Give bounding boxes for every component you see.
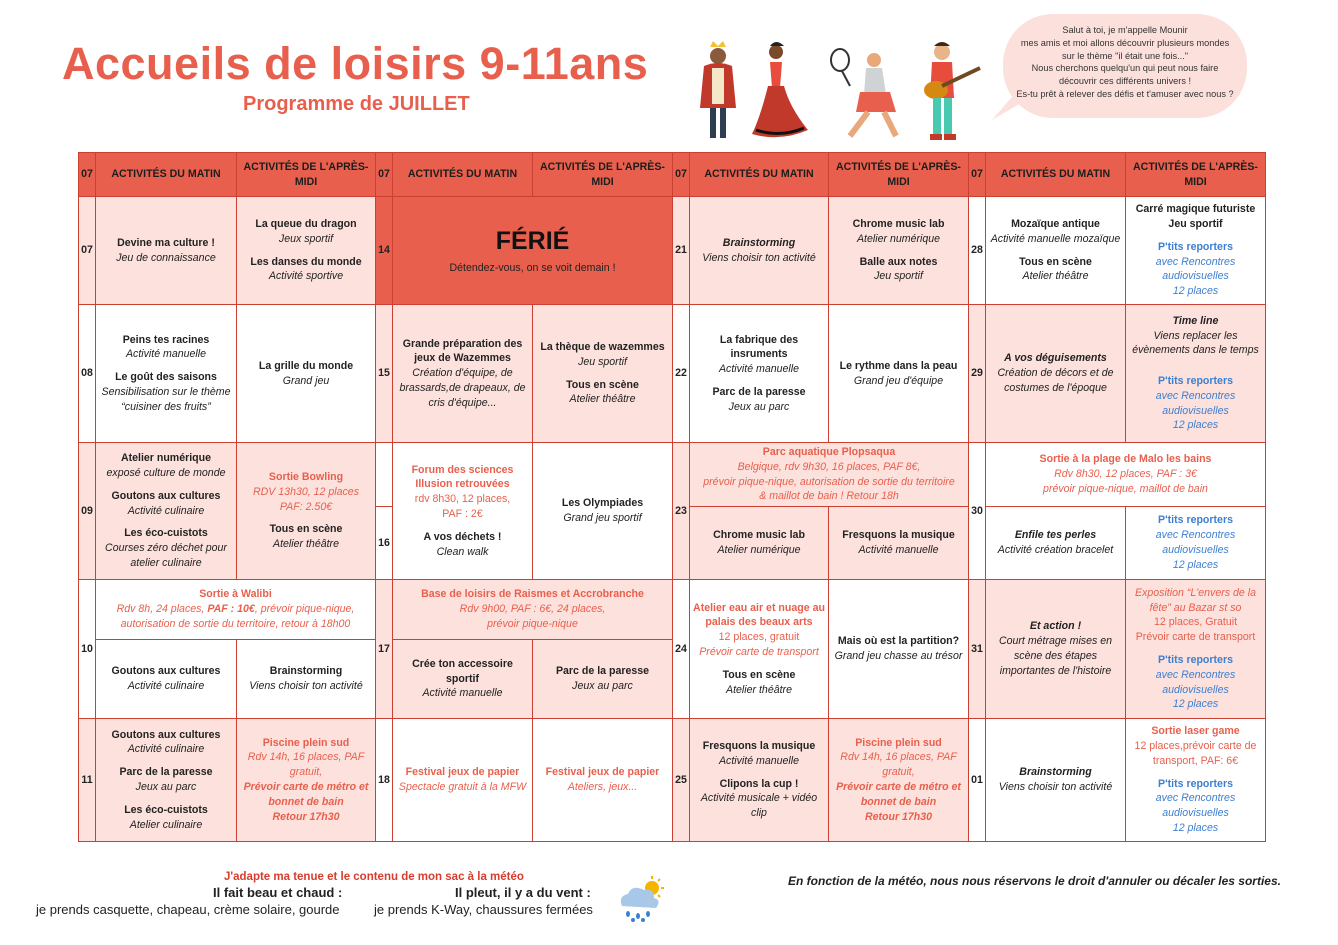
day-number: 10	[79, 580, 96, 719]
col-header-aprem: ACTIVITÉS DE L'APRÈS-MIDI	[1126, 153, 1266, 197]
col-header-matin: ACTIVITÉS DU MATIN	[986, 153, 1126, 197]
table-header-row	[79, 153, 1266, 197]
day-number: 18	[376, 719, 393, 842]
hot-weather-title: Il fait beau et chaud :	[213, 885, 343, 900]
activity-cell: Mozaïque antique Activité manuelle mozaïque Tous en scène Atelier théâtre	[986, 197, 1126, 305]
page-subtitle: Programme de JUILLET	[243, 93, 470, 115]
outing-cell: Sortie à Walibi Rdv 8h, 24 places, PAF : 10€, prévoir pique-nique, autorisation de sortie du territoire, retour à 18h00	[96, 580, 376, 640]
outing-cell: Parc aquatique Plopsaqua Belgique, rdv 9h30, 16 places, PAF 8€, prévoir pique-nique, autorisation de sortie du territoire & maillot de bain ! Retour 18h	[690, 443, 969, 507]
activity-cell: Fresquons la musique Activité manuelle	[829, 507, 969, 580]
tennis-figure	[831, 49, 896, 136]
day-number: 11	[79, 719, 96, 842]
activity-cell: Festival jeux de papier Ateliers, jeux...	[533, 719, 673, 842]
activity-cell: Festival jeux de papier Spectacle gratuit à la MFW	[393, 719, 533, 842]
activity-cell: P'tits reporters avec Rencontres audiovisuelles 12 places	[1126, 507, 1266, 580]
month-cell: 07	[376, 153, 393, 197]
program-table	[78, 152, 1266, 842]
day-number: 22	[673, 305, 690, 443]
activity-cell: Le rythme dans la peau Grand jeu d'équipe	[829, 305, 969, 443]
activity-cell: Piscine plein sud Rdv 14h, 16 places, PAF gratuit, Prévoir carte de métro et bonnet de bain Retour 17h30	[237, 719, 376, 842]
day-number: 21	[673, 197, 690, 305]
day-number: 23	[673, 443, 690, 580]
speech-bubble-text: Salut à toi, je m'appelle Mounir mes amis et moi allons découvrir plusieurs mondes sur le thème "il était une fois..." Nous cherchons quelqu'un qui peut nous faire découvrir ces différents univers ! Es-tu prêt à relever des défis et t'amuser avec nous ?	[1016, 25, 1234, 99]
activity-cell: A vos déguisements Création de décors et de costumes de l'époque	[986, 305, 1126, 443]
holiday-title: FÉRIÉ	[495, 227, 570, 256]
activity-cell: La thèque de wazemmes Jeu sportif Tous en scène Atelier théâtre	[533, 305, 673, 443]
characters-illustration	[690, 38, 990, 148]
page-title: Accueils de loisirs 9-11ans	[62, 38, 649, 89]
day-number: 17	[376, 580, 393, 719]
activity-cell: Sortie Bowling RDV 13h30, 12 places PAF: 2.50€ Tous en scène Atelier théâtre	[237, 443, 376, 580]
table-row	[79, 719, 1266, 842]
table-row	[79, 305, 1266, 443]
dancer-figure	[752, 42, 808, 137]
day-number: 16	[376, 507, 393, 580]
month-cell: 07	[673, 153, 690, 197]
activity-cell: La fabrique des insruments Activité manuelle Parc de la paresse Jeux au parc	[690, 305, 829, 443]
king-figure	[700, 41, 736, 138]
month-cell: 07	[79, 153, 96, 197]
activity-cell: Forum des sciences Illusion retrouvées rdv 8h30, 12 places, PAF : 2€ A vos déchets ! Clean walk	[393, 443, 533, 580]
activity-cell: Atelier numérique exposé culture de monde Goutons aux cultures Activité culinaire Les éco-cuistots Courses zéro déchet pour atelier culinaire	[96, 443, 237, 580]
col-header-matin: ACTIVITÉS DU MATIN	[393, 153, 533, 197]
activity-cell: Sortie laser game 12 places,prévoir carte de transport, PAF: 6€ P'tits reporters avec Rencontres audiovisuelles 12 places	[1126, 719, 1266, 842]
table-row	[79, 197, 1266, 305]
activity-cell: Goutons aux cultures Activité culinaire Parc de la paresse Jeux au parc Les éco-cuistots Atelier culinaire	[96, 719, 237, 842]
day-number: 14	[376, 197, 393, 305]
activity-cell: Fresquons la musique Activité manuelle Clipons la cup ! Activité musicale + vidéo clip	[690, 719, 829, 842]
rain-weather-title: Il pleut, il y a du vent :	[455, 885, 591, 900]
day-number: 31	[969, 580, 986, 719]
activity-cell: Atelier eau air et nuage au palais des beaux arts 12 places, gratuit Prévoir carte de transport Tous en scène Atelier théâtre	[690, 580, 829, 719]
day-number: 07	[79, 197, 96, 305]
activity-cell: La queue du dragon Jeux sportif Les danses du monde Activité sportive	[237, 197, 376, 305]
rain-weather-text: je prends K-Way, chaussures fermées	[374, 902, 593, 917]
guitarist-figure	[924, 42, 980, 140]
activity-cell: Time line Viens replacer les évènements dans le temps P'tits reporters avec Rencontres audiovisuelles 12 places	[1126, 305, 1266, 443]
activity-cell: Devine ma culture ! Jeu de connaissance	[96, 197, 237, 305]
activity-cell: Goutons aux cultures Activité culinaire	[96, 640, 237, 719]
day-number	[376, 443, 393, 507]
table-row	[79, 580, 1266, 640]
day-number: 01	[969, 719, 986, 842]
col-header-aprem: ACTIVITÉS DE L'APRÈS-MIDI	[237, 153, 376, 197]
weather-disclaimer: En fonction de la météo, nous nous réservons le droit d'annuler ou décaler les sorties.	[788, 874, 1281, 888]
col-header-aprem: ACTIVITÉS DE L'APRÈS-MIDI	[533, 153, 673, 197]
day-number: 30	[969, 443, 986, 580]
activity-cell: Crée ton accessoire sportif Activité manuelle	[393, 640, 533, 719]
hot-weather-text: je prends casquette, chapeau, crème solaire, gourde	[36, 902, 340, 917]
month-cell: 07	[969, 153, 986, 197]
holiday-cell	[393, 197, 673, 305]
col-header-matin: ACTIVITÉS DU MATIN	[96, 153, 237, 197]
activity-cell: Les Olympiades Grand jeu sportif	[533, 443, 673, 580]
day-number: 25	[673, 719, 690, 842]
col-header-aprem: ACTIVITÉS DE L'APRÈS-MIDI	[829, 153, 969, 197]
activity-cell: Piscine plein sud Rdv 14h, 16 places, PAF gratuit, Prévoir carte de métro et bonnet de bain Retour 17h30	[829, 719, 969, 842]
activity-cell: Chrome music lab Atelier numérique Balle aux notes Jeu sportif	[829, 197, 969, 305]
activity-cell: Et action ! Court métrage mises en scène des étapes importantes de l'histoire	[986, 580, 1126, 719]
table-row	[79, 443, 1266, 507]
activity-cell: Peins tes racines Activité manuelle Le goût des saisons Sensibilisation sur le thème “cuisiner des fruits”	[96, 305, 237, 443]
day-number: 15	[376, 305, 393, 443]
activity-cell: Grande préparation des jeux de Wazemmes Création d'équipe, de brassards,de drapeaux, de cris d'équipe...	[393, 305, 533, 443]
day-number: 28	[969, 197, 986, 305]
activity-cell: Parc de la paresse Jeux au parc	[533, 640, 673, 719]
activity-cell: Chrome music lab Atelier numérique	[690, 507, 829, 580]
outing-cell: Sortie à la plage de Malo les bains Rdv 8h30, 12 places, PAF : 3€ prévoir pique-nique, maillot de bain	[986, 443, 1266, 507]
day-number: 24	[673, 580, 690, 719]
sun-rain-cloud-icon	[614, 876, 670, 922]
day-number: 29	[969, 305, 986, 443]
col-header-matin: ACTIVITÉS DU MATIN	[690, 153, 829, 197]
day-number: 08	[79, 305, 96, 443]
activity-cell: Carré magique futuriste Jeu sportif P'tits reporters avec Rencontres audiovisuelles 12 places	[1126, 197, 1266, 305]
day-number: 09	[79, 443, 96, 580]
activity-cell: Brainstorming Viens choisir ton activité	[690, 197, 829, 305]
activity-cell: Enfile tes perles Activité création bracelet	[986, 507, 1126, 580]
outing-cell: Base de loisirs de Raismes et Accrobranche Rdv 9h00, PAF : 6€, 24 places, prévoir pique-nique	[393, 580, 673, 640]
activity-cell: Brainstorming Viens choisir ton activité	[986, 719, 1126, 842]
holiday-subtitle: Détendez-vous, on se voit demain !	[449, 262, 616, 275]
activity-cell: Exposition “L'envers de la fête” au Bazar st so 12 places, Gratuit Prévoir carte de transport P'tits reporters avec Rencontres audiovisuelles 12 places	[1126, 580, 1266, 719]
activity-cell: La grille du monde Grand jeu	[237, 305, 376, 443]
weather-warning: J'adapte ma tenue et le contenu de mon sac à la météo	[224, 871, 524, 883]
activity-cell: Brainstorming Viens choisir ton activité	[237, 640, 376, 719]
activity-cell: Mais où est la partition? Grand jeu chasse au trésor	[829, 580, 969, 719]
